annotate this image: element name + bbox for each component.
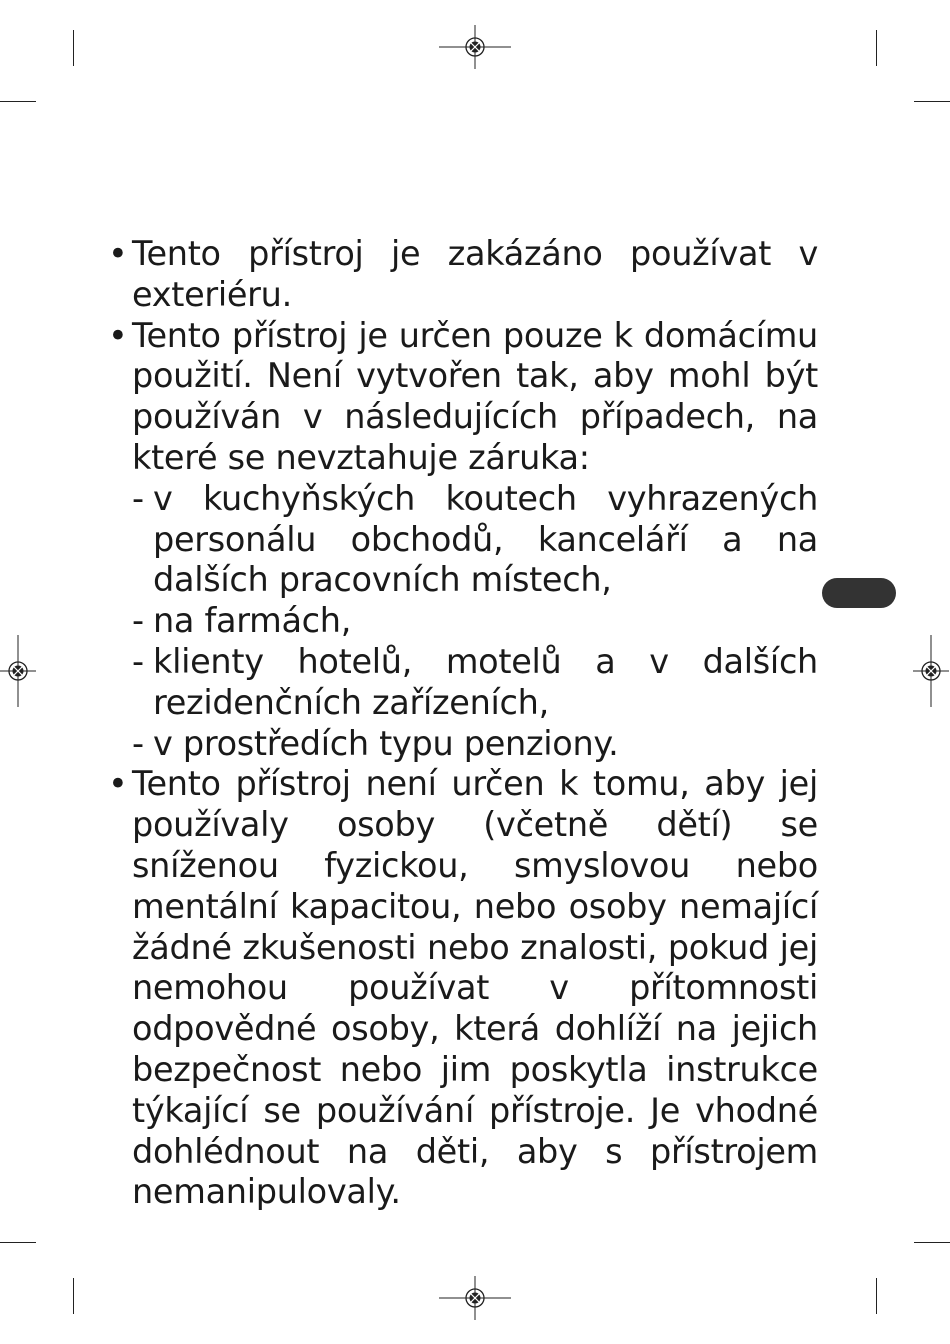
crop-mark-top-right-horizontal: [914, 101, 950, 102]
exception-item: [132, 724, 818, 765]
exception-item: [132, 479, 818, 601]
dash: -: [132, 723, 144, 763]
dash: -: [132, 601, 144, 641]
exception-text: v prostředích typu penziony.: [153, 723, 619, 763]
dash: -: [132, 641, 144, 681]
bullet: •: [108, 764, 128, 804]
dash: -: [132, 478, 144, 518]
instruction-item: [108, 316, 818, 765]
registration-mark-left-icon: [0, 631, 58, 711]
language-tab: [822, 578, 896, 608]
instruction-item: [108, 234, 818, 316]
exception-list: [132, 479, 818, 765]
crop-mark-bottom-right-horizontal: [914, 1242, 950, 1243]
exception-item: [132, 601, 818, 642]
instruction-item: [108, 764, 818, 1213]
instruction-text: Tento přístroj je určen pouze k domácímu použití. Není vytvořen tak, aby mohl být používán v následujících případech, na které se nevztahuje záruka:: [132, 315, 818, 477]
crop-mark-top-right-vertical: [876, 30, 877, 66]
exception-text: v kuchyňských koutech vyhrazených personálu obchodů, kanceláří a na dalších pracovních místech,: [153, 478, 818, 600]
bullet: •: [108, 234, 128, 273]
bullet: •: [108, 315, 128, 355]
exception-item: [132, 642, 818, 724]
exception-text: na farmách,: [153, 601, 352, 641]
registration-mark-right-icon: [891, 631, 950, 711]
crop-mark-bottom-left-horizontal: [0, 1242, 36, 1243]
crop-mark-bottom-left-vertical: [73, 1278, 74, 1314]
crop-mark-top-left-vertical: [73, 30, 74, 66]
registration-mark-top-icon: [435, 7, 515, 87]
instruction-text: Tento přístroj není určen k tomu, aby jej používaly osoby (včetně dětí) se sníženou fyzickou, smyslovou nebo mentální kapacitou, nebo osoby nemající žádné zkušenosti nebo znalosti, pokud jej nemohou používat v přítomnosti odpovědné osoby, která dohlíží na jejich bezpečnost nebo jim poskytla instrukce týkající se používání přístroje. Je vhodné dohlédnout na děti, aby s přístrojem nemanipulovaly.: [132, 764, 818, 1212]
crop-mark-top-left-horizontal: [0, 101, 36, 102]
registration-mark-bottom-icon: [435, 1258, 515, 1338]
instruction-text: Tento přístroj je zakázáno používat v exteriéru.: [132, 234, 818, 314]
crop-mark-bottom-right-vertical: [876, 1278, 877, 1314]
exception-text: klienty hotelů, motelů a v dalších rezidenčních zařízeních,: [153, 641, 818, 722]
safety-instructions: [108, 234, 818, 1213]
